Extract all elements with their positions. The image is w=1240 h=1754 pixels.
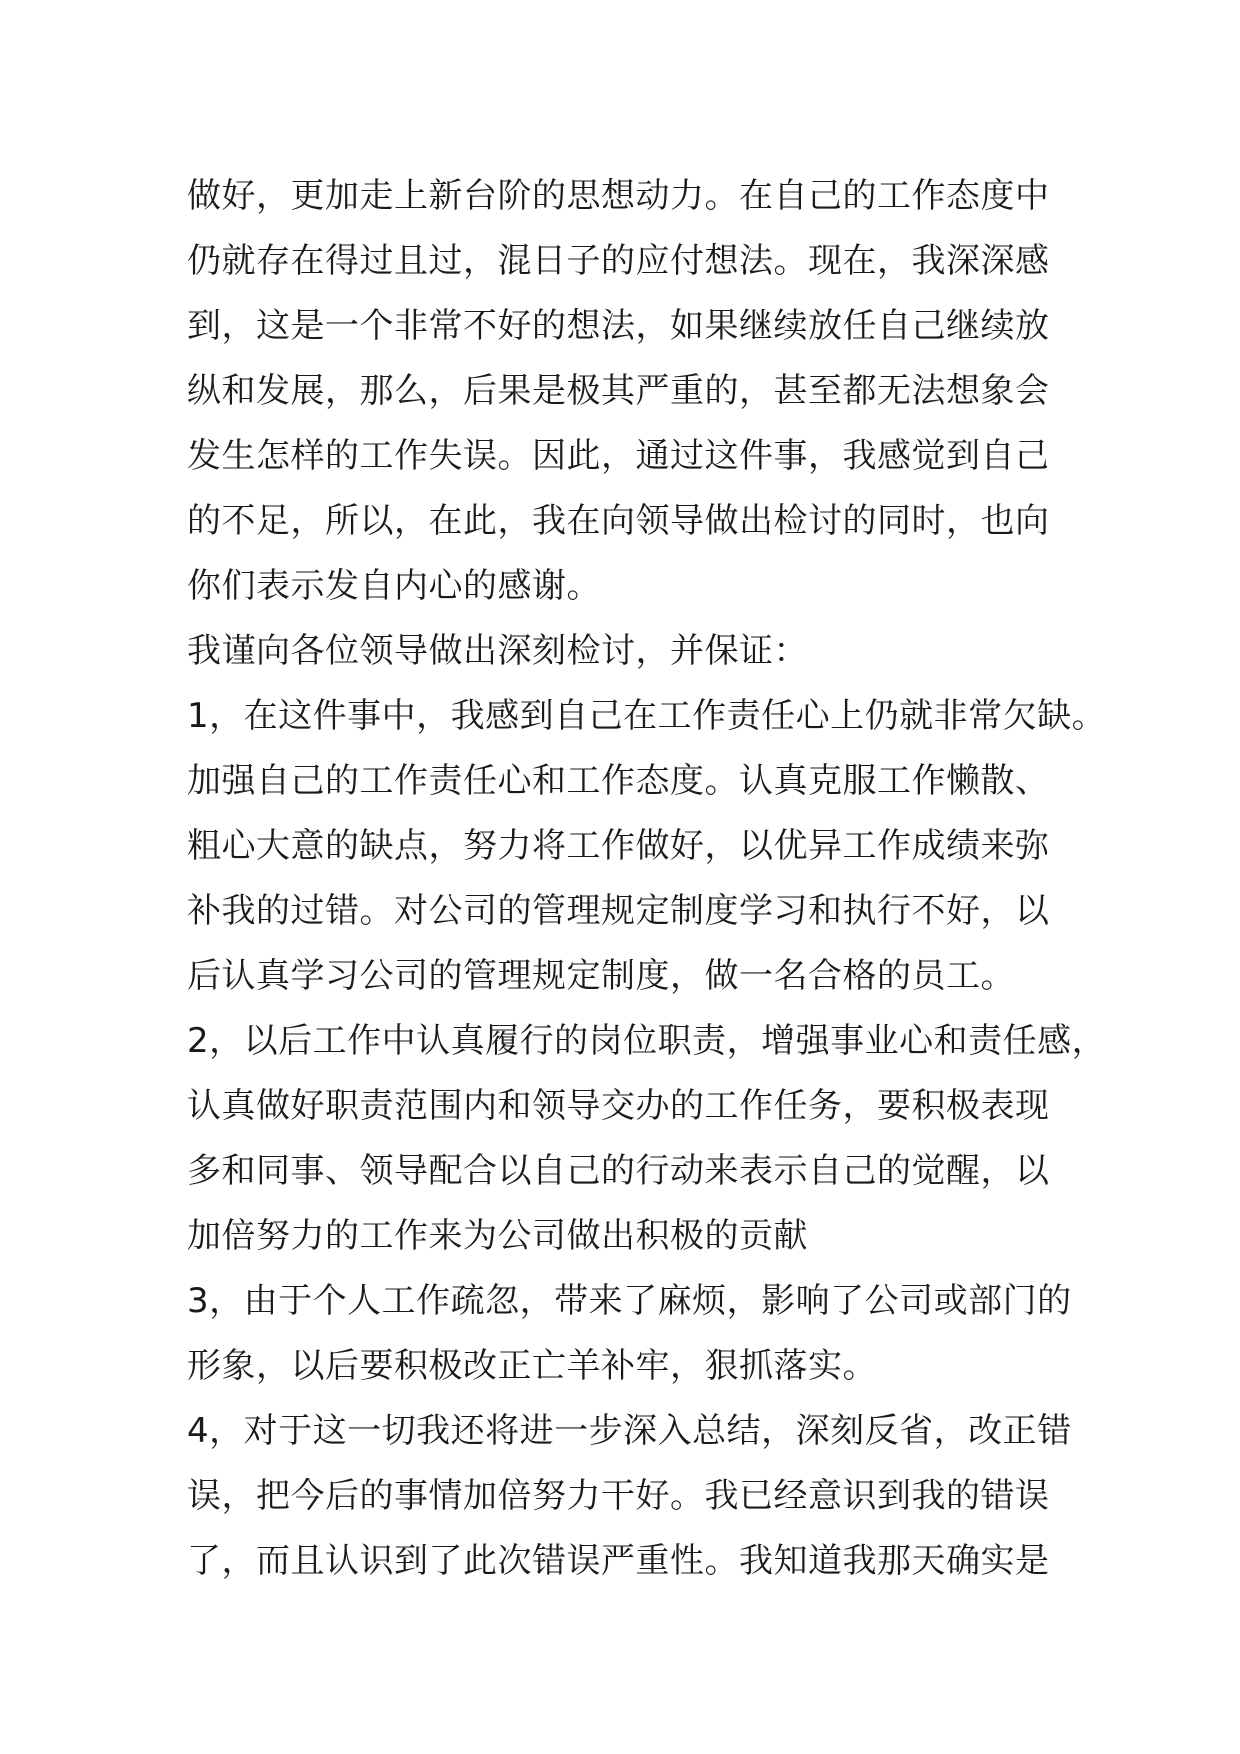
body-line: 多和同事、领导配合以自己的行动来表示自己的觉醒，以 <box>187 1151 1050 1191</box>
body-line: 粗心大意的缺点，努力将工作做好，以优异工作成绩来弥 <box>187 826 1050 866</box>
body-line: 后认真学习公司的管理规定制度，做一名合格的员工。 <box>187 956 1015 996</box>
body-line: 你们表示发自内心的感谢。 <box>187 566 601 606</box>
list-item-2-line: 2，以后工作中认真履行的岗位职责，增强事业心和责任感， <box>187 1021 1107 1061</box>
body-line: 做好，更加走上新台阶的思想动力。在自己的工作态度中 <box>187 176 1050 216</box>
body-line: 我谨向各位领导做出深刻检讨，并保证： <box>187 631 808 671</box>
body-line: 加倍努力的工作来为公司做出积极的贡献 <box>187 1216 808 1256</box>
list-item-1-line: 1，在这件事中，我感到自己在工作责任心上仍就非常欠缺。 <box>187 696 1107 736</box>
body-line: 加强自己的工作责任心和工作态度。认真克服工作懒散、 <box>187 761 1050 801</box>
body-line: 了，而且认识到了此次错误严重性。我知道我那天确实是 <box>187 1541 1050 1581</box>
body-line: 补我的过错。对公司的管理规定制度学习和执行不好，以 <box>187 891 1050 931</box>
list-item-4-line: 4，对于这一切我还将进一步深入总结，深刻反省，改正错 <box>187 1411 1072 1451</box>
body-line: 仍就存在得过且过，混日子的应付想法。现在，我深深感 <box>187 241 1050 281</box>
document-body <box>187 164 1107 1594</box>
body-line: 形象，以后要积极改正亡羊补牢，狠抓落实。 <box>187 1346 877 1386</box>
body-line: 纵和发展，那么，后果是极其严重的，甚至都无法想象会 <box>187 371 1050 411</box>
body-line: 误，把今后的事情加倍努力干好。我已经意识到我的错误 <box>187 1476 1050 1516</box>
body-line: 认真做好职责范围内和领导交办的工作任务，要积极表现 <box>187 1086 1050 1126</box>
list-item-3-line: 3，由于个人工作疏忽，带来了麻烦，影响了公司或部门的 <box>187 1281 1072 1321</box>
body-line: 的不足，所以，在此，我在向领导做出检讨的同时，也向 <box>187 501 1050 541</box>
body-line: 到，这是一个非常不好的想法，如果继续放任自己继续放 <box>187 306 1050 346</box>
body-line: 发生怎样的工作失误。因此，通过这件事，我感觉到自己 <box>187 436 1050 476</box>
